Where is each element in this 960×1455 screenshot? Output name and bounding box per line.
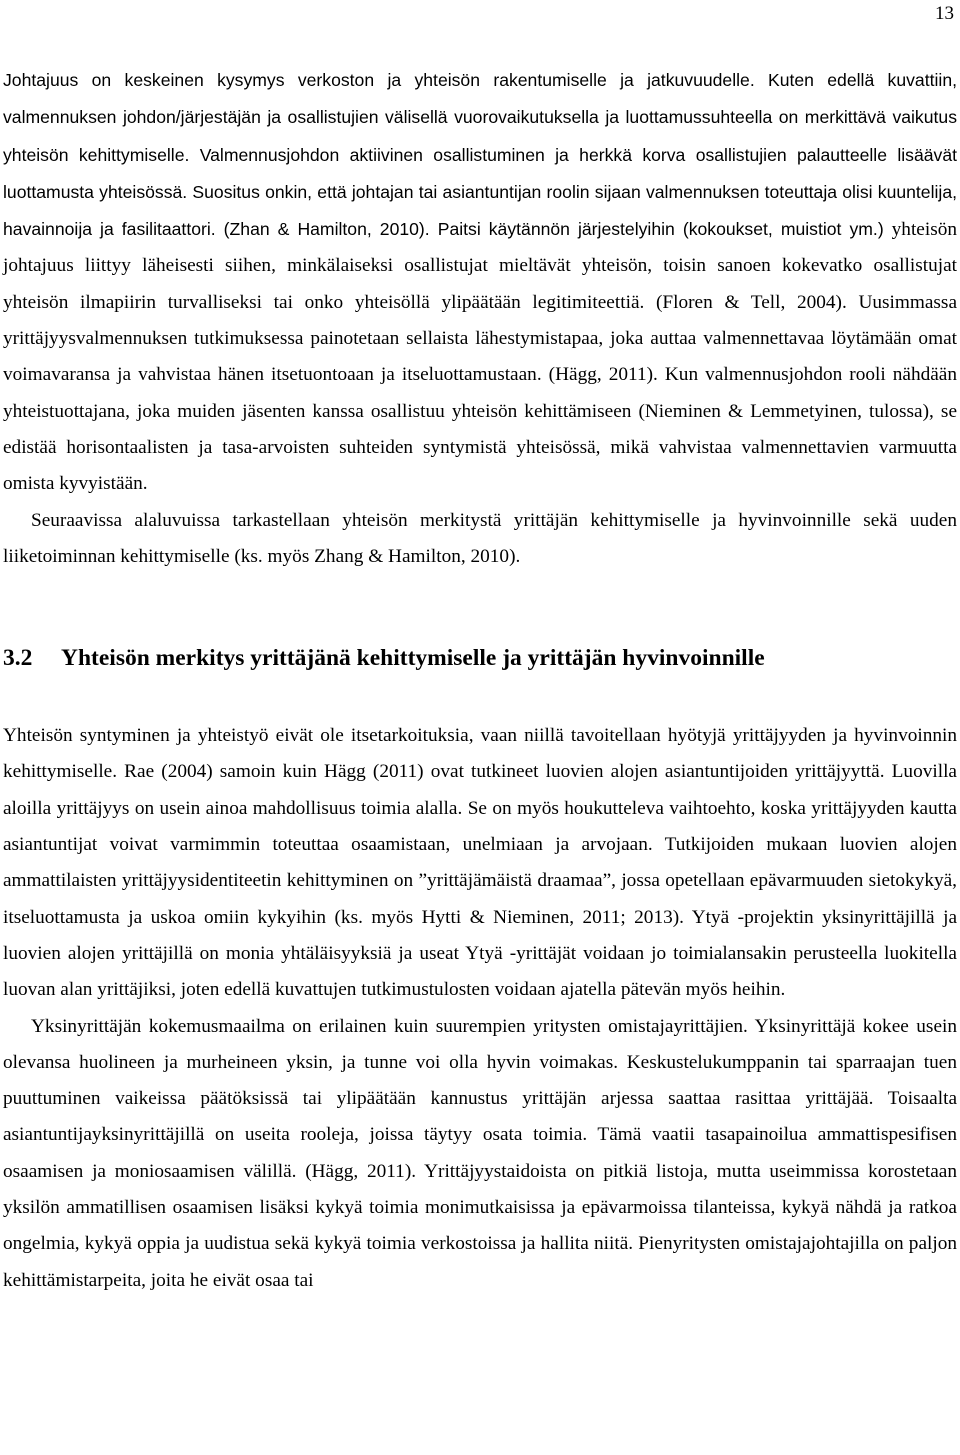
section-heading bbox=[3, 642, 957, 674]
heading-spacer-bottom bbox=[3, 674, 957, 718]
heading-spacer-top bbox=[3, 575, 957, 642]
paragraph-leadership-intro: Johtajuus on keskeinen kysymys verkoston ja yhteisön rakentumiselle ja jatkuvuudelle. bbox=[3, 70, 755, 90]
document-body bbox=[3, 62, 957, 1299]
paragraph-community-benefits: Yhteisön syntyminen ja yhteistyö eivät ole itsetarkoituksia, vaan niillä tavoitellaan hyötyjä yrittäjyyden ja hyvinvoinnin kehittymiselle. Rae (2004) samoin kuin Hägg (2011) ovat tutkineet luovien alojen asiantuntijoiden yrittäjyyttä. Luovilla aloilla yrittäjyys on usein ainoa mahdollisuus toimia alalla. Se on myös houkutteleva vaihtoehto, koska yrittäjyyden kautta asiantuntijat voivat varmimmin toteuttaa osaamistaan, unelmiaan ja arvojaan. Tutkijoiden mukaan luovien alojen ammattilaisten yrittäjyysidentiteetin kehittyminen on ”yrittäjämäistä draamaa”, jossa opetellaan epävarmuuden sietokykyä, itseluottamusta ja uskoa omiin kykyihin (ks. myös Hytti & Nieminen, 2011; 2013). Ytyä -projektin yksinyrittäjillä ja luovien alojen yrittäjillä on monia yhtäläisyyksiä ja useat Ytyä -yrittäjät voidaan jo toimialansakin perusteella luokitella luovan alan yrittäjiksi, joten edellä kuvattujen tutkimustulosten voidaan ajatella pätevän myös heihin. bbox=[3, 725, 957, 1001]
paragraph-leadership bbox=[3, 62, 957, 503]
paragraph-leadership-end: yhteisön johtajuus liittyy läheisesti siihen, minkälaiseksi osallistujat mieltävät yhteisön, toisin sanoen kokevatko osallistujat yhteisön ilmapiirin turvalliseksi tai onko yhteisöllä ylipäätään legitimiteettiä. (Floren & Tell, 2004). Uusimmassa yrittäjyysvalmennuksen tutkimuksessa painotetaan sellaista lähestymistapaa, joka auttaa valmennettavaa löytämään omat voimavaransa ja vahvistaa hänen itsetuontoaan ja itseluottamustaan. (Hägg, 2011). Kun valmennusjohdon rooli nähdään yhteistuottajana, joka muiden jäsenten kanssa osallistuu yhteisön kehittämiseen (Nieminen & Lemmetyinen, tulossa), se edistää horisontaalisten ja tasa-arvoisten suhteiden syntymistä yhteisössä, mikä vahvistaa valmennettavien varmuutta omista kyvyistään. bbox=[3, 219, 957, 495]
page-number: 13 bbox=[935, 3, 954, 24]
section-title: Yhteisön merkitys yrittäjänä kehittymiselle ja yrittäjän hyvinvoinnille bbox=[61, 645, 765, 672]
paragraph-subchapters: Seuraavissa alaluvuissa tarkastellaan yhteisön merkitystä yrittäjän kehittymiselle ja hyvinvoinnille sekä uuden liiketoiminnan kehittymiselle (ks. myös Zhang & Hamilton, 2010). bbox=[3, 509, 957, 567]
paragraph-leadership-middle: Kuten edellä kuvattiin, valmennuksen johdon/järjestäjän ja osallistujien välisellä vuorovaikutuksella ja luottamussuhteella on merkittävä vaikutus yhteisön kehittymiselle. Valmennusjohdon aktiivinen osallistuminen ja herkkä korva osallistujien palautteelle lisäävät luottamusta yhteisössä. Suositus onkin, että johtajan tai asiantuntijan roolin sijaan valmennuksen toteuttaja olisi kuuntelija, havainnoija ja fasilitaattori. (Zhan & Hamilton, 2010). Paitsi käytännön järjestelyihin (kokoukset, muistiot ym.) bbox=[3, 70, 957, 240]
section-number: 3.2 bbox=[3, 645, 33, 672]
paragraph-sole-entrepreneur: Yksinyrittäjän kokemusmaailma on erilainen kuin suurempien yritysten omistajayrittäjien. Yksinyrittäjä kokee usein olevansa huolineen ja murheineen yksin, ja tunne voi olla hyvin voimakas. Keskustelukumppanin tai sparraajan tuen puuttuminen vaikeissa päätöksissä tai ylipäätään kannustus yrittäjän arjessa saattaa rasittaa yrittäjää. Toisaalta asiantuntijayksinyrittäjillä on useita rooleja, joissa täytyy osata toimia. Tämä vaatii tasapainoilua ammattispesifisen osaamisen ja moniosaamisen välillä. (Hägg, 2011). Yrittäjyystaidoista on pitkiä listoja, mutta useimmissa korostetaan yksilön ammatillisen osaamisen lisäksi kykyä toimia monimutkaisissa ja epävarmoissa tilanteissa, kykyä nähdä ja ratkoa ongelmia, kykyä oppia ja uudistua sekä kykyä toimia verkostoissa ja hallita niitä. Pienyritysten omistajajohtajilla on paljon kehittämistarpeita, joita he eivät osaa tai bbox=[3, 1015, 957, 1291]
